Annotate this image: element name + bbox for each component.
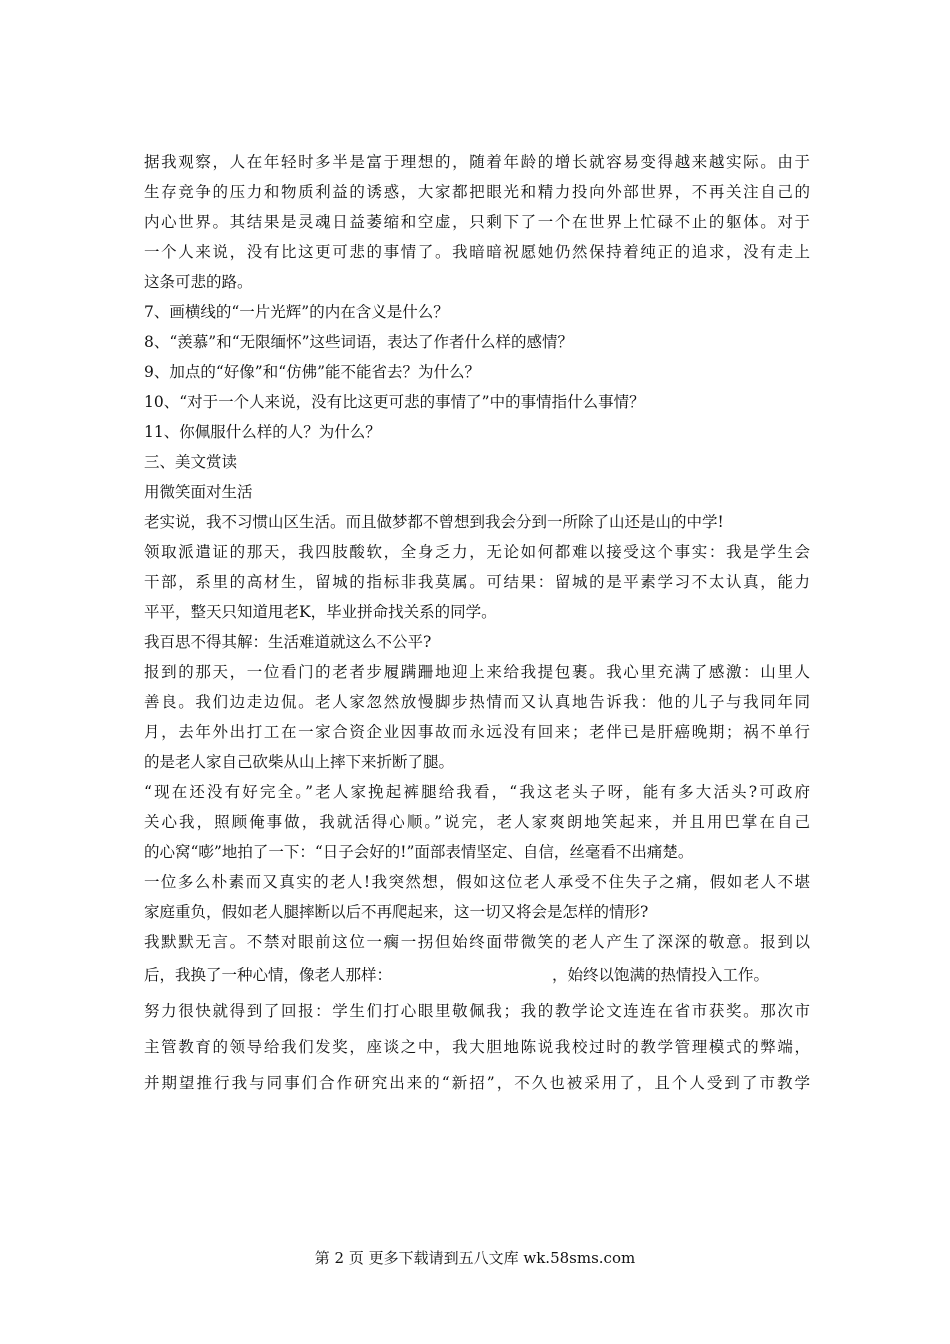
paragraph-line: 内心世界。其结果是灵魂日益萎缩和空虚，只剩下了一个在世界上忙碌不止的躯体。对于 [144,213,810,231]
paragraph-line: 据我观察，人在年轻时多半是富于理想的，随着年龄的增长就容易变得越来越实际。由于 [144,153,810,171]
paragraph-line: 平平，整天只知道甩老K，毕业拼命找关系的同学。 [144,603,497,621]
paragraph-line: 主管教育的领导给我们发奖，座谈之中，我大胆地陈说我校过时的教学管理模式的弊端， [144,1038,810,1056]
section-heading: 三、美文赏读 [144,453,238,471]
question-9: 9、加点的“好像”和“仿佛”能不能省去？为什么？ [144,363,481,381]
paragraph-line: 努力很快就得到了回报：学生们打心眼里敬佩我；我的教学论文连连在省市获奖。那次市 [144,1002,810,1020]
blank-line-before: 后，我换了一种心情，像老人那样： [144,966,393,984]
paragraph-line: 报到的那天，一位看门的老者步履蹒跚地迎上来给我提包裹。我心里充满了感激：山里人 [144,663,810,681]
paragraph-line: 一个人来说，没有比这更可悲的事情了。我暗暗祝愿她仍然保持着纯正的追求，没有走上 [144,243,810,261]
document-body [144,147,810,1101]
paragraph-line: 干部，系里的高材生，留城的指标非我莫属。可结果：留城的是平素学习不太认真，能力 [144,573,810,591]
paragraph-line: 领取派遣证的那天，我四肢酸软，全身乏力，无论如何都难以接受这个事实：我是学生会 [144,543,810,561]
paragraph-line: 生存竞争的压力和物质利益的诱惑，大家都把眼光和精力投向外部世界，不再关注自己的 [144,183,810,201]
paragraph-line: “现在还没有好完全。”老人家挽起裤腿给我看，“我这老头子呀，能有多大活头?可政府 [144,783,810,801]
paragraph-line: 月，去年外出打工在一家合资企业因事故而永远没有回来；老伴已是肝癌晚期；祸不单行 [144,723,810,741]
page-footer: 第 2 页 更多下载请到五八文库 wk.58sms.com [314,1249,636,1267]
paragraph-line: 的心窝“嘭”地拍了一下：“日子会好的!”面部表情坚定、自信，丝毫看不出痛楚。 [144,843,694,861]
paragraph-line: 我默默无言。不禁对眼前这位一瘸一拐但始终面带微笑的老人产生了深深的敬意。报到以 [144,933,810,951]
question-11: 11、你佩服什么样的人？为什么？ [144,423,381,441]
paragraph-line: 并期望推行我与同事们合作研究出来的“新招”，不久也被采用了，且个人受到了市教学 [144,1074,810,1092]
paragraph-line: 老实说，我不习惯山区生活。而且做梦都不曾想到我会分到一所除了山还是山的中学! [144,513,724,531]
blank-line-after: ，始终以饱满的热情投入工作。 [552,966,770,984]
paragraph-line: 这条可悲的路。 [144,273,253,291]
question-10: 10、“对于一个人来说，没有比这更可悲的事情了”中的事情指什么事情？ [144,393,645,411]
question-8: 8、“羡慕”和“无限缅怀”这些词语，表达了作者什么样的感情？ [144,333,574,351]
paragraph-line: 一位多么朴素而又真实的老人!我突然想，假如这位老人承受不住失子之痛，假如老人不堪 [144,873,810,891]
paragraph-line: 的是老人家自己砍柴从山上摔下来折断了腿。 [144,753,455,771]
paragraph-line: 关心我，照顾俺事做，我就活得心顺。”说完，老人家爽朗地笑起来，并且用巴掌在自己 [144,813,810,831]
article-title: 用微笑面对生活 [144,483,253,501]
paragraph-line: 家庭重负，假如老人腿摔断以后不再爬起来，这一切又将会是怎样的情形? [144,903,649,921]
fill-in-blank-line [144,957,810,993]
question-7: 7、画横线的“一片光辉”的内在含义是什么？ [144,303,449,321]
paragraph-line: 我百思不得其解：生活难道就这么不公平? [144,633,432,651]
paragraph-line: 善良。我们边走边侃。老人家忽然放慢脚步热情而又认真地告诉我：他的儿子与我同年同 [144,693,810,711]
